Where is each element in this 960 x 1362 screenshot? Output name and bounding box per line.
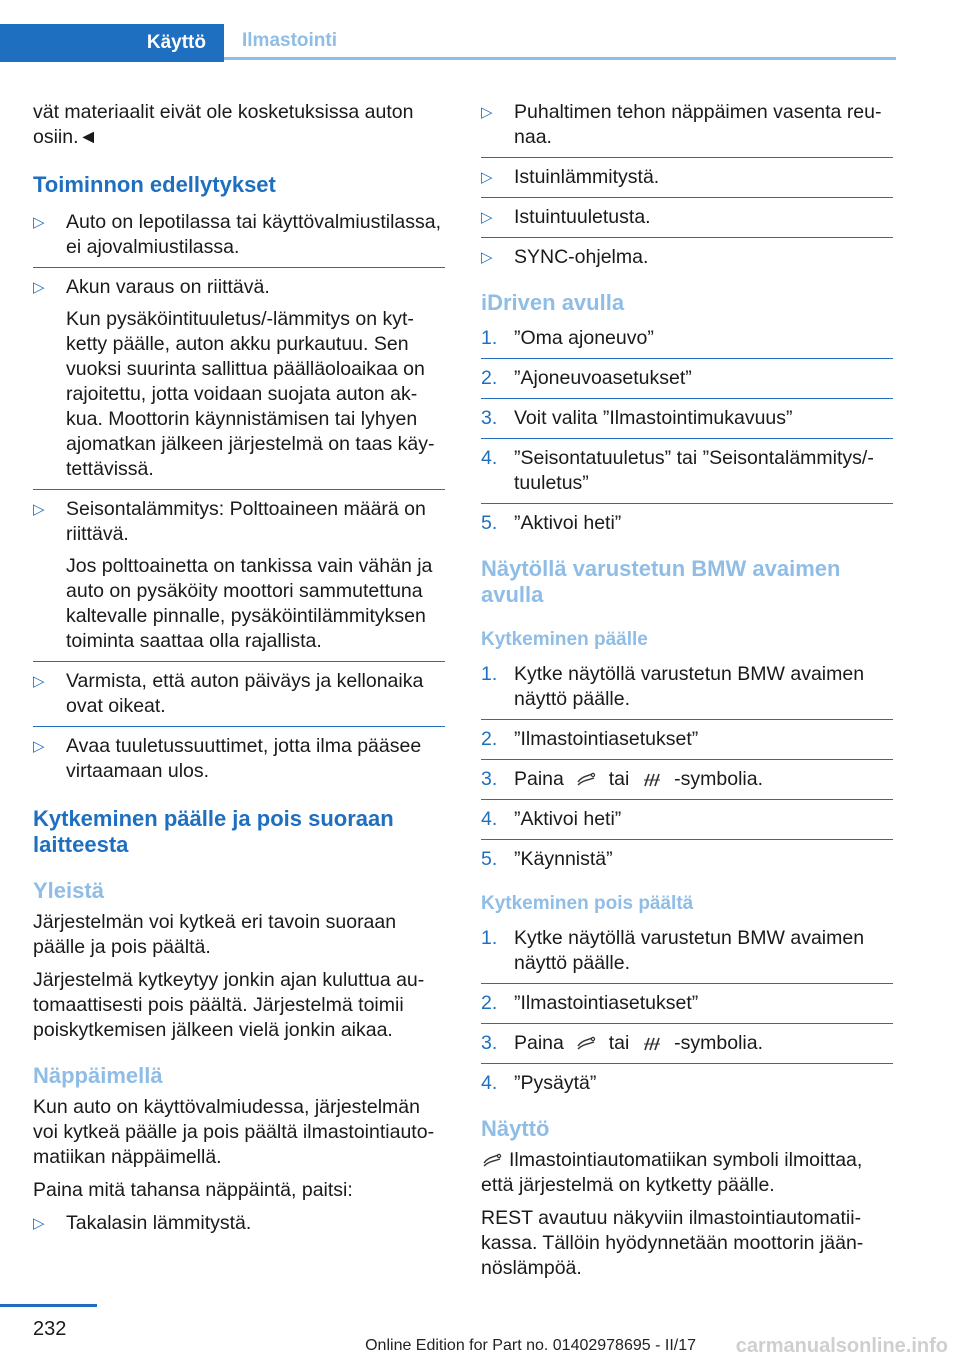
- list-item-text: Seisontalämmitys: Polttoaineen määrä on riittävä.: [66, 498, 426, 545]
- divider: [481, 759, 893, 760]
- divider: [481, 438, 893, 439]
- heading-switch-off: Kytkeminen pois päältä: [481, 893, 694, 914]
- step-item: [481, 1031, 893, 1056]
- display-paragraph: [481, 1148, 893, 1198]
- bullet-icon: ▷: [33, 279, 45, 296]
- heading-button: Näppäimellä: [33, 1063, 163, 1088]
- divider: [481, 398, 893, 399]
- watermark: carmanualsonline.info: [735, 1335, 948, 1357]
- step-text: Kytke näytöllä varustetun BMW avaimen näyttö päälle.: [514, 663, 865, 710]
- step-item: [481, 511, 893, 536]
- step-text: tai: [608, 768, 630, 790]
- button-paragraph: Kun auto on käyttövalmiudessa, järjestelmän voi kytkeä päälle ja pois päältä ilmastointiautomatiikan näppäimellä.: [33, 1096, 435, 1168]
- list-item-text: Istuintuuletusta.: [514, 206, 651, 228]
- divider: [481, 839, 893, 840]
- bullet-icon: ▷: [33, 738, 45, 755]
- divider: [33, 726, 445, 727]
- step-text: tai: [608, 1032, 630, 1054]
- right-column: [481, 100, 893, 1289]
- step-number: 2.: [481, 367, 498, 389]
- step-item: [481, 406, 893, 431]
- bullet-icon: ▷: [481, 209, 493, 226]
- list-item: [33, 497, 445, 654]
- divider: [481, 1063, 893, 1064]
- heading-switch: Kytkeminen päälle ja pois suoraan laitteesta: [33, 806, 394, 857]
- divider: [33, 661, 445, 662]
- step-text: Paina: [514, 1032, 564, 1054]
- display-text: Ilmastointiautomatiikan symboli ilmoittaa, että järjestelmä on kytketty päälle.: [481, 1149, 863, 1196]
- seat-ventilation-symbol-icon: [641, 770, 663, 788]
- step-number: 4.: [481, 1072, 498, 1094]
- divider: [481, 1023, 893, 1024]
- list-item-text: Avaa tuuletussuuttimet, jotta ilma pääsee virtaamaan ulos.: [66, 735, 422, 782]
- list-item: [33, 669, 445, 719]
- list-item-text: Takalasin lämmitystä.: [66, 1212, 252, 1234]
- climate-symbol-icon: [575, 1034, 597, 1052]
- divider: [481, 983, 893, 984]
- step-text: ”Aktivoi heti”: [514, 808, 622, 830]
- step-number: 1.: [481, 663, 498, 685]
- climate-symbol-icon: [575, 770, 597, 788]
- step-number: 2.: [481, 728, 498, 750]
- seat-ventilation-symbol-icon: [641, 1034, 663, 1052]
- step-text: ”Oma ajoneuvo”: [514, 327, 654, 349]
- step-number: 5.: [481, 848, 498, 870]
- step-item: [481, 1071, 893, 1096]
- step-item: [481, 991, 893, 1016]
- step-item: [481, 662, 893, 712]
- step-number: 5.: [481, 512, 498, 534]
- step-text: Kytke näytöllä varustetun BMW avaimen näyttö päälle.: [514, 927, 865, 974]
- list-item: [33, 1211, 445, 1236]
- divider: [481, 358, 893, 359]
- bullet-icon: ▷: [33, 1215, 45, 1232]
- heading-requirements: Toiminnon edellytykset: [33, 172, 276, 197]
- divider: [481, 237, 893, 238]
- divider: [481, 719, 893, 720]
- step-number: 1.: [481, 327, 498, 349]
- divider: [481, 799, 893, 800]
- page-header: [0, 24, 896, 62]
- list-item-text: Akun varaus on riittävä.: [66, 276, 270, 298]
- step-item: [481, 366, 893, 391]
- list-item: [481, 165, 893, 190]
- section-tab-ilmastointi: Ilmastointi: [224, 24, 896, 60]
- climate-symbol-icon: [481, 1151, 503, 1169]
- bullet-icon: ▷: [33, 214, 45, 231]
- general-paragraph: Järjestelmän voi kytkeä eri tavoin suoraan päälle ja pois päältä.: [33, 911, 397, 958]
- section-tab-kaytto: Käyttö: [0, 24, 224, 62]
- step-item: [481, 926, 893, 976]
- step-number: 3.: [481, 768, 498, 790]
- bullet-icon: ▷: [481, 169, 493, 186]
- list-item-text: Kun pysäköintituuletus/-lämmitys on kytketty päälle, auton akku purkautuu. Sen vuoksi suurinta sallittua päälläoloaikaa on rajoitettu, jotta voidaan suojata auton akkua. Moottorin käynnistämisen tai lyhyen ajomatkan jälkeen järjestelmä on taas käytettävissä.: [66, 308, 435, 480]
- list-item: [481, 245, 893, 270]
- list-item-text: Puhaltimen tehon näppäimen vasenta reunaa.: [514, 101, 882, 148]
- step-text: ”Ilmastointiasetukset”: [514, 992, 699, 1014]
- list-item: [33, 734, 445, 784]
- step-text: ”Ilmastointiasetukset”: [514, 728, 699, 750]
- step-number: 3.: [481, 407, 498, 429]
- bullet-icon: ▷: [481, 104, 493, 121]
- left-column: [33, 100, 445, 1243]
- heading-switch-on: Kytkeminen päälle: [481, 629, 648, 650]
- step-text: ”Pysäytä”: [514, 1072, 597, 1094]
- list-item-text: SYNC-ohjelma.: [514, 246, 649, 268]
- heading-display: Näyttö: [481, 1116, 550, 1141]
- button-paragraph: Paina mitä tahansa näppäintä, paitsi:: [33, 1179, 353, 1201]
- bullet-icon: ▷: [481, 249, 493, 266]
- step-item: [481, 847, 893, 872]
- page-number: 232: [33, 1318, 67, 1340]
- step-text: Paina: [514, 768, 564, 790]
- list-item-text: Istuinlämmitystä.: [514, 166, 660, 188]
- general-paragraph: Järjestelmä kytkeytyy jonkin ajan kuluttua automaattisesti pois päältä. Järjestelmä toimii poiskytkemisen jälkeen vielä jonkin aikaa.: [33, 969, 425, 1041]
- list-item-text: Varmista, että auton päiväys ja kellonaika ovat oikeat.: [66, 670, 424, 717]
- step-item: [481, 446, 893, 496]
- bullet-icon: ▷: [33, 501, 45, 518]
- heading-general: Yleistä: [33, 878, 104, 903]
- step-number: 3.: [481, 1032, 498, 1054]
- divider: [33, 267, 445, 268]
- step-text: -symbolia.: [674, 768, 764, 790]
- step-number: 4.: [481, 447, 498, 469]
- intro-text: vät materiaalit eivät ole kosketuksissa auton osiin.◄: [33, 101, 414, 148]
- list-item-text: Jos polttoainetta on tankissa vain vähän ja auto on pysäköity moottori sammutettuna kaltevalle pinnalle, pysäköintilämmityksen toiminta saattaa olla rajallista.: [66, 555, 433, 652]
- step-text: Voit valita ”Ilmastointimukavuus”: [514, 407, 793, 429]
- list-item: [481, 100, 893, 150]
- step-number: 2.: [481, 992, 498, 1014]
- divider: [481, 503, 893, 504]
- heading-idrive: iDriven avulla: [481, 290, 625, 315]
- step-item: [481, 727, 893, 752]
- bullet-icon: ▷: [33, 673, 45, 690]
- step-item: [481, 326, 893, 351]
- list-item: [33, 275, 445, 482]
- step-number: 4.: [481, 808, 498, 830]
- list-item-text: Auto on lepotilassa tai käyttövalmiustilassa, ei ajovalmiustilassa.: [66, 211, 442, 258]
- step-item: [481, 807, 893, 832]
- display-paragraph: REST avautuu näkyviin ilmastointiautomatiikassa. Tällöin hyödynnetään moottorin jäännöslämpöä.: [481, 1207, 864, 1279]
- divider: [481, 157, 893, 158]
- list-item: [33, 210, 445, 260]
- step-text: ”Aktivoi heti”: [514, 512, 622, 534]
- step-text: ”Seisontatuuletus” tai ”Seisontalämmitys/-tuuletus”: [514, 447, 874, 494]
- step-text: ”Ajoneuvoasetukset”: [514, 367, 692, 389]
- list-item: [481, 205, 893, 230]
- step-text: -symbolia.: [674, 1032, 764, 1054]
- step-number: 1.: [481, 927, 498, 949]
- footer-rule: [0, 1304, 97, 1307]
- edition-note: Online Edition for Part no. 01402978695 - II/17: [365, 1337, 696, 1354]
- divider: [33, 489, 445, 490]
- heading-bmw-key: Näytöllä varustetun BMW avaimen avulla: [481, 556, 841, 607]
- step-item: [481, 767, 893, 792]
- divider: [481, 197, 893, 198]
- step-text: ”Käynnistä”: [514, 848, 613, 870]
